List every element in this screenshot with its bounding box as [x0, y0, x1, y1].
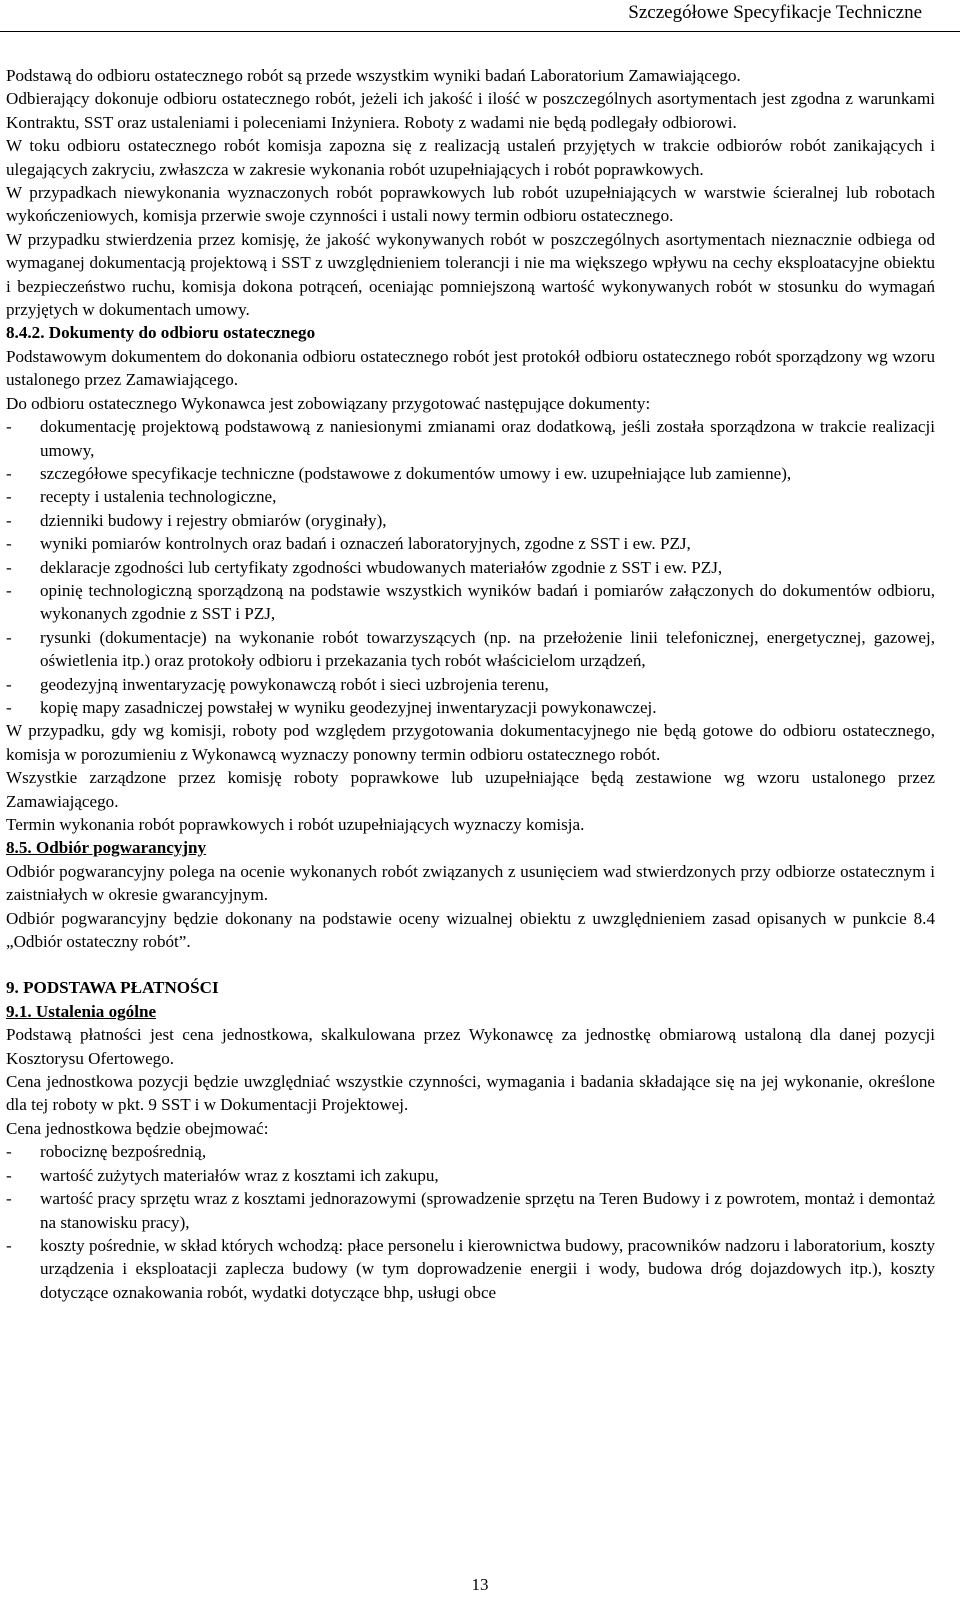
section-heading-9-1: 9.1. Ustalenia ogólne: [6, 1001, 157, 1021]
list-item-text: dokumentację projektową podstawową z naniesionymi zmianami oraz dodatkową, jeśli została sporządzona w trakcie realizacji umowy,: [40, 417, 935, 460]
section-heading-8-5: 8.5. Odbiór pogwarancyjny: [6, 838, 207, 858]
paragraph: Cena jednostkowa będzie obejmować:: [6, 1118, 269, 1138]
list-item-text: koszty pośrednie, w skład których wchodzą: płace personelu i kierownictwa budowy, pracowników nadzoru i laboratorium, koszty urządzenia i eksploatacji zaplecza budowy (w tym doprowadzenie energii i wody, budowa dróg dojazdowych itp.), koszty dotyczące oznakowania robót, wydatki dotyczące bhp, usługi obce: [40, 1235, 935, 1302]
list-item-text: geodezyjną inwentaryzację powykonawczą robót i sieci uzbrojenia terenu,: [40, 674, 549, 694]
paragraph: Termin wykonania robót poprawkowych i robót uzupełniających wyznaczy komisja.: [6, 815, 585, 834]
price-components-list: [6, 1140, 935, 1304]
section-spacer: [6, 953, 935, 976]
header-rule: [0, 31, 960, 32]
list-item: [6, 673, 935, 696]
list-dash: -: [6, 627, 12, 647]
paragraph: Do odbioru ostatecznego Wykonawca jest zobowiązany przygotować następujące dokumenty:: [6, 393, 651, 413]
paragraph: W przypadku stwierdzenia przez komisję, że jakość wykonywanych robót w poszczególnych asortymentach nieznacznie odbiega od wymaganej dokumentacją projektową i SST z uwzględnieniem tolerancji i nie ma większego wpływu na cechy eksploatacyjne obiektu i bezpieczeństwo ruchu, komisja dokona potrąceń, oceniając pomniejszoną wartość wykonywanych robót w stosunku do wymagań przyjętych w dokumentach umowy.: [6, 229, 935, 320]
list-dash: -: [6, 674, 12, 694]
paragraph: W toku odbioru ostatecznego robót komisja zapozna się z realizacją ustaleń przyjętych w trakcie odbiorów robót zanikających i ulegających zakryciu, zwłaszcza w zakresie wykonania robót uzupełniających i robót poprawkowych.: [6, 136, 935, 179]
list-dash: -: [6, 463, 12, 483]
list-dash: -: [6, 1165, 12, 1185]
list-item-text: recepty i ustalenia technologiczne,: [40, 487, 277, 507]
list-item: [6, 1164, 935, 1187]
list-item: [6, 579, 935, 626]
paragraph: W przypadkach niewykonania wyznaczonych robót poprawkowych lub robót uzupełniających w warstwie ścieralnej lub robotach wykończeniowych, komisja przerwie swoje czynności i ustali nowy termin odbioru ostatecznego.: [6, 183, 935, 226]
paragraph: W przypadku, gdy wg komisji, roboty pod względem przygotowania dokumentacyjnego nie będą gotowe do odbioru ostatecznego, komisja w porozumieniu z Wykonawcą wyznaczy ponowny termin odbioru ostatecznego robót.: [6, 721, 935, 764]
list-item: [6, 556, 935, 579]
page-number: 13: [471, 1575, 489, 1594]
list-item: [6, 1140, 935, 1163]
list-item: [6, 1187, 935, 1234]
paragraph: Odbiór pogwarancyjny polega na ocenie wykonanych robót związanych z usunięciem wad stwierdzonych przy odbiorze ostatecznym i zaistniałych w okresie gwarancyjnym.: [6, 861, 935, 905]
list-item: [6, 415, 935, 462]
list-item: [6, 532, 935, 555]
list-item: [6, 509, 935, 532]
section-heading-8-4-2: 8.4.2. Dokumenty do odbioru ostatecznego: [6, 323, 316, 343]
document-body: [6, 64, 935, 1304]
paragraph: Podstawowym dokumentem do dokonania odbioru ostatecznego robót jest protokół odbioru ostatecznego robót sporządzony wg wzoru ustalonego przez Zamawiającego.: [6, 346, 935, 390]
list-item-text: dzienniki budowy i rejestry obmiarów (oryginały),: [40, 510, 387, 530]
list-dash: -: [6, 697, 12, 717]
list-item-text: opinię technologiczną sporządzoną na podstawie wszystkich wyników badań i pomiarów załączonych do dokumentów odbioru, wykonanych zgodnie z SST i PZJ,: [40, 580, 935, 624]
list-dash: -: [6, 1235, 12, 1255]
list-item: [6, 462, 935, 485]
list-item-text: wyniki pomiarów kontrolnych oraz badań i oznaczeń laboratoryjnych, zgodne z SST i ew. PZJ,: [40, 534, 691, 554]
list-item: [6, 626, 935, 673]
paragraph: Podstawą do odbioru ostatecznego robót są przede wszystkim wyniki badań Laboratorium Zamawiającego.: [6, 66, 741, 85]
paragraph: Odbierający dokonuje odbioru ostatecznego robót, jeżeli ich jakość i ilość w poszczególnych asortymentach jest zgodna z warunkami Kontraktu, SST oraz ustaleniami i poleceniami Inżyniera. Roboty z wadami nie będą podlegały odbiorowi.: [6, 89, 935, 132]
list-item-text: robociznę bezpośrednią,: [40, 1142, 207, 1162]
list-dash: -: [6, 557, 12, 577]
list-item: [6, 1234, 935, 1304]
paragraph: Cena jednostkowa pozycji będzie uwzględniać wszystkie czynności, wymagania i badania składające się na jej wykonanie, określone dla tej roboty w pkt. 9 SST i w Dokumentacji Projektowej.: [6, 1072, 935, 1115]
list-item: [6, 485, 935, 508]
list-item-text: deklaracje zgodności lub certyfikaty zgodności wbudowanych materiałów zgodnie z SST i ew. PZJ,: [40, 557, 723, 577]
paragraph: Wszystkie zarządzone przez komisję roboty poprawkowe lub uzupełniające będą zestawione wg wzoru ustalonego przez Zamawiającego.: [6, 768, 935, 811]
list-item-text: wartość pracy sprzętu wraz z kosztami jednorazowymi (sprowadzenie sprzętu na Teren Budowy i z powrotem, montaż i demontaż na stanowisku pracy),: [40, 1189, 935, 1232]
paragraph: Podstawą płatności jest cena jednostkowa, skalkulowana przez Wykonawcę za jednostkę obmiarową ustaloną dla danej pozycji Kosztorysu Ofertowego.: [6, 1025, 935, 1068]
list-dash: -: [6, 534, 12, 554]
list-item-text: szczegółowe specyfikacje techniczne (podstawowe z dokumentów umowy i ew. uzupełniające lub zamienne),: [40, 463, 792, 483]
section-heading-9: 9. PODSTAWA PŁATNOŚCI: [6, 978, 219, 998]
list-item-text: kopię mapy zasadniczej powstałej w wyniku geodezyjnej inwentaryzacji powykonawczej.: [40, 697, 657, 717]
documents-list: [6, 415, 935, 719]
list-dash: -: [6, 1189, 12, 1209]
list-dash: -: [6, 417, 12, 437]
list-dash: -: [6, 1142, 12, 1162]
list-dash: -: [6, 580, 12, 600]
list-dash: -: [6, 487, 12, 507]
list-item-text: rysunki (dokumentacje) na wykonanie robót towarzyszących (np. na przełożenie linii telefonicznej, energetycznej, gazowej, oświetlenia itp.) oraz protokoły odbioru i przekazania tych robót właścicielom urządzeń,: [40, 627, 935, 671]
list-item-text: wartość zużytych materiałów wraz z kosztami ich zakupu,: [40, 1165, 439, 1185]
paragraph: Odbiór pogwarancyjny będzie dokonany na podstawie oceny wizualnej obiektu z uwzględnieniem zasad opisanych w punkcie 8.4 „Odbiór ostateczny robót”.: [6, 908, 935, 952]
list-dash: -: [6, 510, 12, 530]
list-item: [6, 696, 935, 719]
page-header: Szczegółowe Specyfikacje Techniczne: [628, 2, 922, 23]
